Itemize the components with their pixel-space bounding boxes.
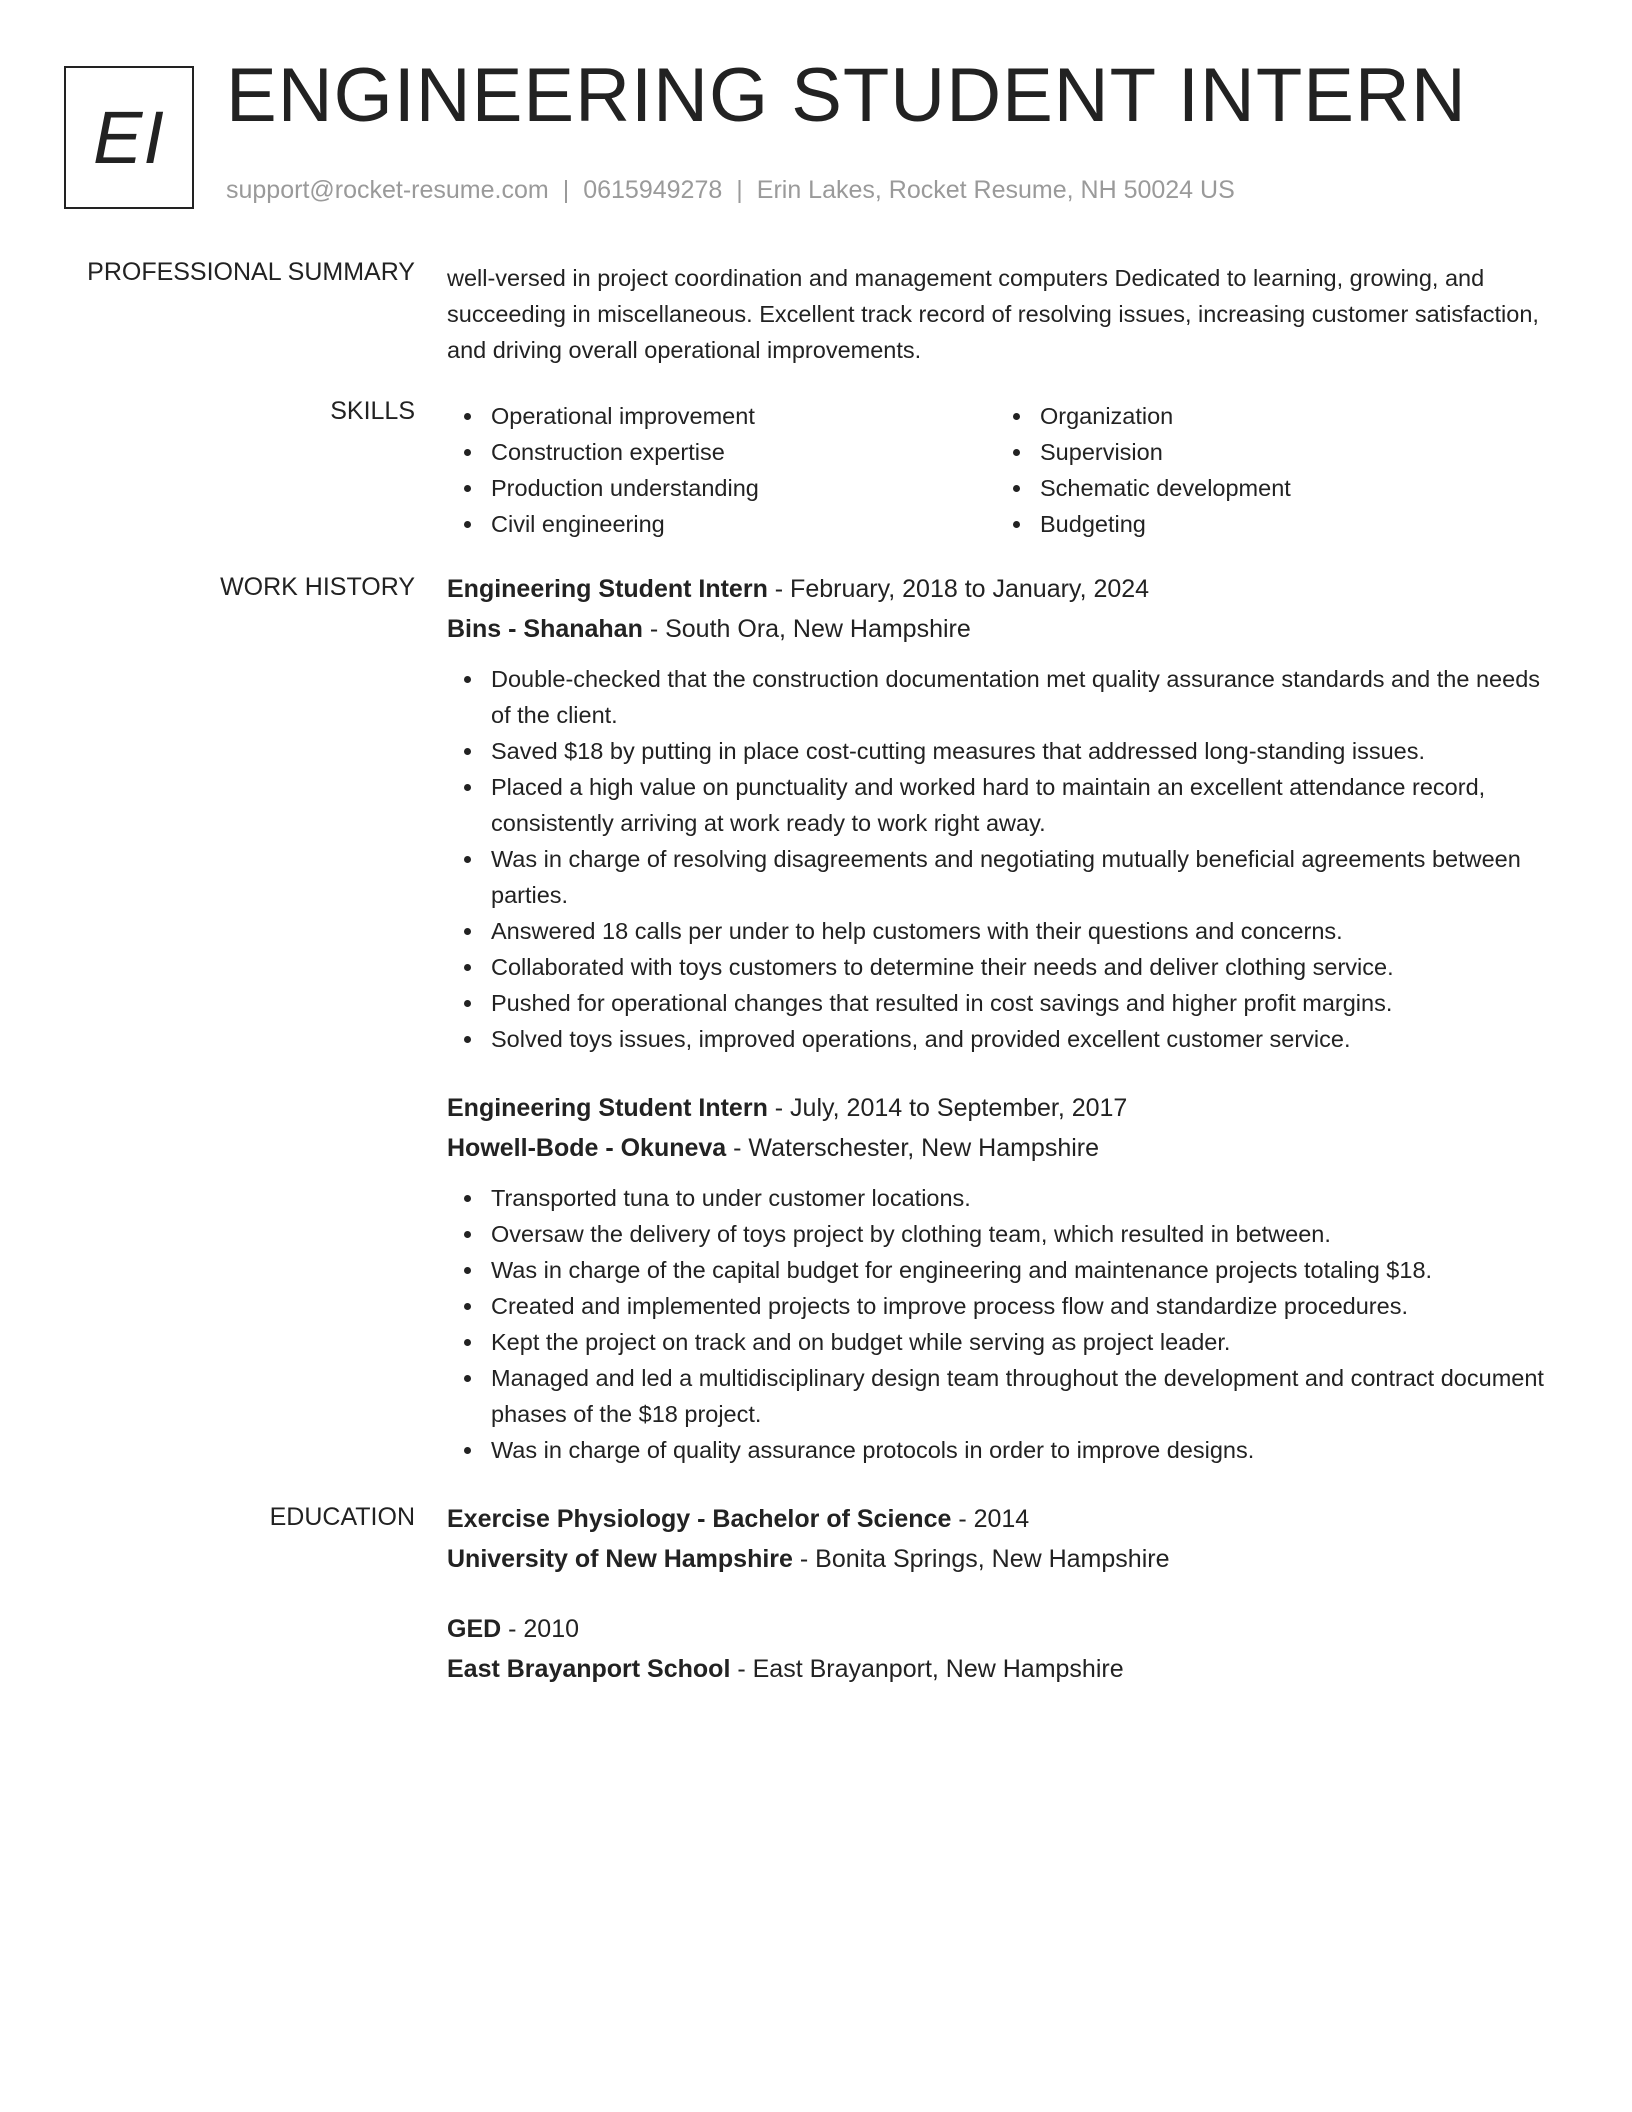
school: University of New Hampshire <box>447 1545 793 1573</box>
skill-item: Construction expertise <box>447 434 996 470</box>
job-dates: - February, 2018 to January, 2024 <box>767 575 1150 603</box>
skills-list-left <box>447 398 996 542</box>
skills-grid <box>447 398 1557 542</box>
contact-line <box>226 176 1235 205</box>
education-entry <box>447 1499 1557 1579</box>
contact-separator: | <box>736 176 743 204</box>
school-line <box>447 1539 1557 1579</box>
contact-separator: | <box>562 176 570 204</box>
section-label-work-history: WORK HISTORY <box>220 573 415 601</box>
skill-item: Budgeting <box>996 506 1545 542</box>
job-duty: Was in charge of resolving disagreements and negotiating mutually beneficial agreements between parties. <box>447 841 1557 913</box>
job-company: Howell-Bode - Okuneva <box>447 1134 727 1162</box>
school-location: - Bonita Springs, New Hampshire <box>792 1545 1170 1573</box>
job-duty: Collaborated with toys customers to determine their needs and deliver clothing service. <box>447 949 1557 985</box>
job-company-line <box>447 1128 1557 1168</box>
job-duties-list <box>447 661 1557 1057</box>
job-title-line <box>447 569 1557 609</box>
job-duties-list <box>447 1180 1557 1468</box>
school-line <box>447 1649 1557 1689</box>
skill-item: Operational improvement <box>447 398 996 434</box>
degree: Exercise Physiology - Bachelor of Science <box>447 1505 952 1533</box>
skill-item: Schematic development <box>996 470 1545 506</box>
job-location: - South Ora, New Hampshire <box>642 615 971 643</box>
section-label-summary: PROFESSIONAL SUMMARY <box>87 258 415 286</box>
job-duty: Pushed for operational changes that resulted in cost savings and higher profit margins. <box>447 985 1557 1021</box>
job-duty: Created and implemented projects to improve process flow and standardize procedures. <box>447 1288 1557 1324</box>
job-duty: Oversaw the delivery of toys project by clothing team, which resulted in between. <box>447 1216 1557 1252</box>
degree: GED <box>447 1615 502 1643</box>
degree-year: - 2010 <box>501 1615 580 1643</box>
section-label-education: EDUCATION <box>269 1503 415 1531</box>
resume-title: ENGINEERING STUDENT INTERN <box>226 53 1467 138</box>
school-location: - East Brayanport, New Hampshire <box>730 1655 1124 1683</box>
job-entry <box>447 569 1557 1057</box>
skill-item: Organization <box>996 398 1545 434</box>
degree-year: - 2014 <box>951 1505 1030 1533</box>
job-duty: Managed and led a multidisciplinary design team throughout the development and contract document phases of the $18 project. <box>447 1360 1557 1432</box>
education-entry <box>447 1609 1557 1689</box>
contact-address: Erin Lakes, Rocket Resume, NH 50024 US <box>756 176 1235 204</box>
skills-list-right <box>996 398 1545 542</box>
job-entry <box>447 1088 1557 1468</box>
job-duty: Was in charge of quality assurance protocols in order to improve designs. <box>447 1432 1557 1468</box>
job-dates: - July, 2014 to September, 2017 <box>767 1094 1128 1122</box>
job-duty: Answered 18 calls per under to help customers with their questions and concerns. <box>447 913 1557 949</box>
job-title: Engineering Student Intern <box>447 575 768 603</box>
job-location: - Waterschester, New Hampshire <box>726 1134 1100 1162</box>
job-duty: Was in charge of the capital budget for engineering and maintenance projects totaling $18. <box>447 1252 1557 1288</box>
job-duty: Solved toys issues, improved operations, and provided excellent customer service. <box>447 1021 1557 1057</box>
skill-item: Production understanding <box>447 470 996 506</box>
summary-text: well-versed in project coordination and management computers Dedicated to learning, growing, and succeeding in miscellaneous. Excellent track record of resolving issues, increasing customer satisfaction, and driving overall operational improvements. <box>447 265 1539 363</box>
job-title: Engineering Student Intern <box>447 1094 768 1122</box>
job-title-line <box>447 1088 1557 1128</box>
job-company: Bins - Shanahan <box>447 615 643 643</box>
section-label-skills: SKILLS <box>330 397 415 425</box>
monogram-box <box>64 66 194 209</box>
contact-email: support@rocket-resume.com <box>226 176 549 204</box>
skill-item: Civil engineering <box>447 506 996 542</box>
job-company-line <box>447 609 1557 649</box>
monogram-initials: EI <box>93 96 165 179</box>
job-duty: Transported tuna to under customer locations. <box>447 1180 1557 1216</box>
job-duty: Double-checked that the construction documentation met quality assurance standards and the needs of the client. <box>447 661 1557 733</box>
degree-line <box>447 1609 1557 1649</box>
skill-item: Supervision <box>996 434 1545 470</box>
contact-phone: 0615949278 <box>583 176 723 204</box>
job-duty: Saved $18 by putting in place cost-cutting measures that addressed long-standing issues. <box>447 733 1557 769</box>
job-duty: Placed a high value on punctuality and worked hard to maintain an excellent attendance record, consistently arriving at work ready to work right away. <box>447 769 1557 841</box>
degree-line <box>447 1499 1557 1539</box>
job-duty: Kept the project on track and on budget while serving as project leader. <box>447 1324 1557 1360</box>
school: East Brayanport School <box>447 1655 731 1683</box>
